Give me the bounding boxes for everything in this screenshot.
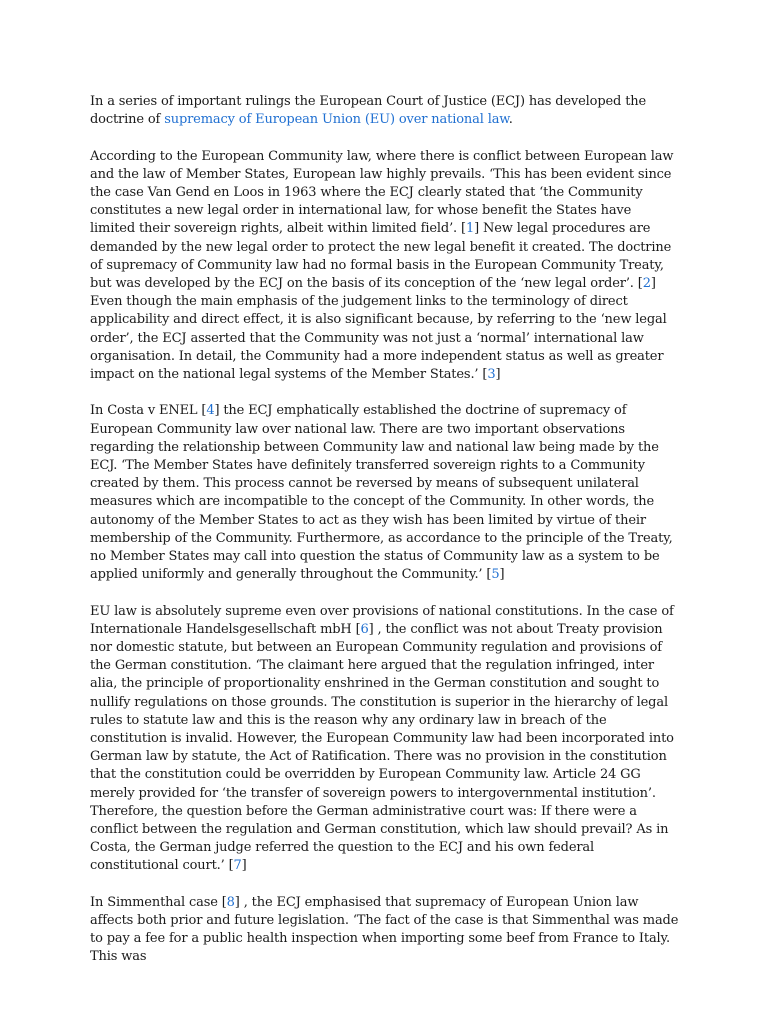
van-gend-text-2: ] New legal procedures are demanded by the new legal order to protect the new legal benefit it created. The doctrine of supremacy of Community law had no formal basis in the European Community Treaty, but was developed by the ECJ on the basis of its conception of the ‘new legal order’. [ [90,221,672,292]
costa-text-1: In Costa v ENEL [ [90,403,207,419]
intro-text-1: In a series of important rulings the European Court of Justice (ECJ) has developed the doctrine of [90,94,647,128]
paragraph-costa [90,402,680,584]
supremacy-link[interactable]: supremacy of European Union (EU) over national law [164,112,509,128]
footnote-link-8[interactable]: 8 [226,894,235,910]
internationale-text-3: ] [241,858,247,874]
document-body [90,93,680,985]
paragraph-intro [90,93,680,129]
footnote-link-3[interactable]: 3 [487,367,496,383]
footnote-link-4[interactable]: 4 [206,403,215,419]
internationale-text-2: ] , the conflict was not about Treaty provision nor domestic statute, but between an European Community regulation and provisions of the German constitution. ‘The claimant here argued that the regulation infringed, inter alia, the principle of proportionality enshrined in the German constitution and sought to nullify regulations on those grounds. The constitution is superior in the hierarchy of legal rules to statute law and this is the reason why any ordinary law in breach of the constitution is invalid. However, the European Community law had been incorporated into German law by statute, the Act of Ratification. There was no provision in the constitution that the constitution could be overridden by European Community law. Article 24 GG merely provided for ‘the transfer of sovereign powers to intergovernmental institution’. Therefore, the question before the German administrative court was: If there were a conflict between the regulation and German constitution, which law should prevail? As in Costa, the German judge referred the question to the ECJ and his own federal constitutional court.’ [ [90,621,674,874]
van-gend-text-3: ] Even though the main emphasis of the judgement links to the terminology of direct applicability and direct effect, it is also significant because, by referring to the ‘new legal order’, the ECJ asserted that the Community was not just a ‘normal’ international law organisation. In detail, the Community had a more independent status as well as greater impact on the national legal systems of the Member States.’ [ [90,276,667,383]
simmenthal-text-2: ] , the ECJ emphasised that supremacy of European Union law affects both prior and future legislation. ‘The fact of the case is that Simmenthal was made to pay a fee for a public health inspection when importing some beef from France to Italy. This was [90,894,679,965]
costa-text-3: ] [499,567,505,583]
simmenthal-text-1: In Simmenthal case [ [90,894,227,910]
paragraph-internationale [90,603,680,876]
costa-text-2: ] the ECJ emphatically established the doctrine of supremacy of European Community law over national law. There are two important observations regarding the relationship between Community law and national law being made by the ECJ. ‘The Member States have definitely transferred sovereign rights to a Community created by them. This process cannot be reversed by means of subsequent unilateral measures which are incompatible to the concept of the Community. In other words, the autonomy of the Member States to act as they wish has been limited by virtue of their membership of the Community. Furthermore, as accordance to the principle of the Treaty, no Member States may call into question the status of Community law as a system to be applied uniformly and generally throughout the Community.’ [ [90,403,673,583]
paragraph-van-gend [90,148,680,385]
footnote-link-5[interactable]: 5 [491,567,500,583]
footnote-link-1[interactable]: 1 [465,221,475,237]
intro-text-2: . [508,112,513,128]
paragraph-simmenthal [90,894,680,967]
footnote-link-2[interactable]: 2 [642,276,651,292]
van-gend-text-4: ] [495,367,501,383]
internationale-text-1: EU law is absolutely supreme even over provisions of national constitutions. In the case of Internationale Handelsgesellschaft mbH [ [90,603,674,637]
footnote-link-6[interactable]: 6 [360,621,369,637]
footnote-link-7[interactable]: 7 [233,858,242,874]
van-gend-text-1: According to the European Community law, where there is conflict between European law and the law of Member States, European law highly prevails. ‘This has been evident since the case Van Gend en Loos in 1963 where the ECJ clearly stated that ‘the Community constitutes a new legal order in international law, for whose benefit the States have limited their sovereign rights, albeit within limited field’. [ [90,148,674,237]
